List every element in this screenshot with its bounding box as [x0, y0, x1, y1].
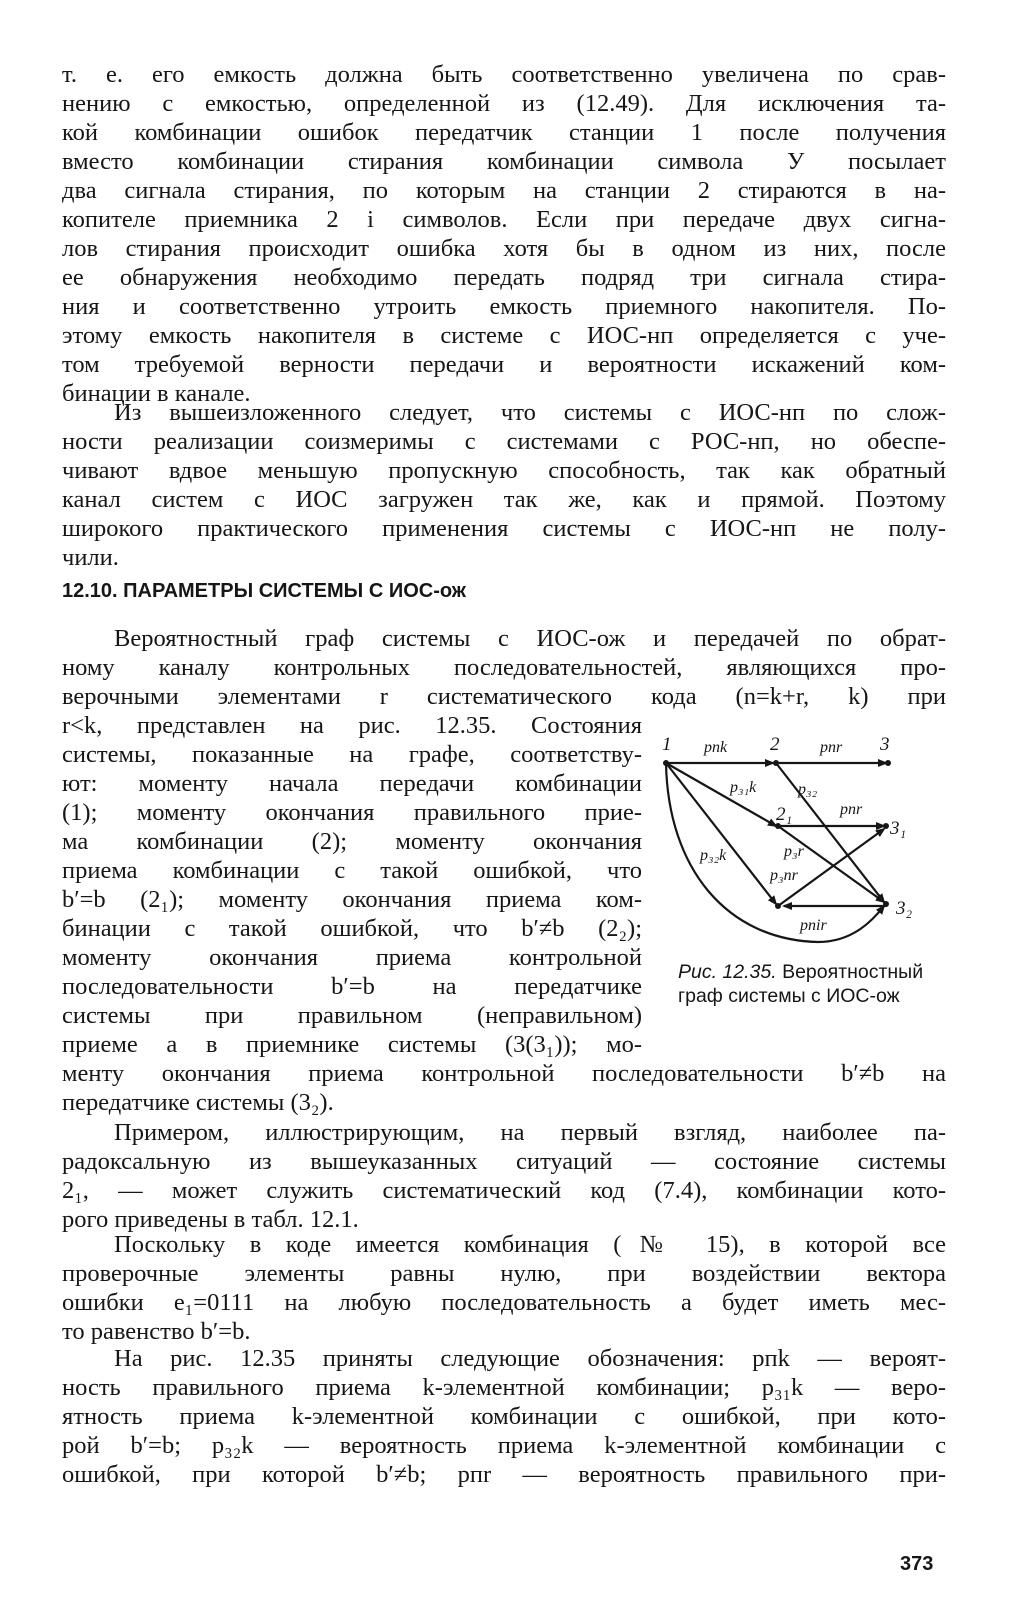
text-line: ятность приема k-элементной комбинации с ошибкой, при кото-: [62, 1403, 946, 1430]
text-line: На рис. 12.35 приняты следующие обозначения: pпk — вероят-: [114, 1345, 946, 1372]
text-line: то равенство b′=b.: [62, 1318, 251, 1345]
text-line: два сигнала стирания, по которым на станции 2 стираются в на-: [62, 177, 946, 204]
text-line: приеме a в приемнике системы (3(3₁)); мо-: [62, 1031, 642, 1058]
probability-graph-svg: [648, 730, 948, 960]
text-line: бинации в канале.: [62, 380, 251, 407]
text-line: ошибкой, при которой b′≠b; pпr — вероятность правильного при-: [62, 1461, 946, 1488]
edge-label-pnr-top: pпr: [820, 739, 843, 756]
text-line: радоксальную из вышеуказанных ситуаций — состояние системы: [62, 1148, 946, 1175]
probability-graph-figure: [648, 730, 948, 960]
caption-label: Рис. 12.35.: [678, 961, 777, 983]
node-label-32: 3₂: [896, 898, 913, 919]
text-line: Вероятностный граф системы с ИОС-ож и передачей по обрат-: [114, 625, 946, 652]
text-line: кой комбинации ошибок передатчик станции 1 после получения: [62, 119, 946, 146]
text-line: Примером, иллюстрирующим, на первый взгляд, наиболее па-: [114, 1119, 946, 1146]
figure-caption: [678, 960, 948, 1008]
text-line: Поскольку в коде имеется комбинация (№ 15), в которой все: [114, 1231, 946, 1258]
text-line: рого приведены в табл. 12.1.: [62, 1206, 359, 1233]
text-line: передатчике системы (3₂).: [62, 1089, 334, 1116]
text-line: моменту окончания приема контрольной: [62, 944, 642, 971]
node-label-1: 1: [662, 734, 672, 755]
node-3: [885, 760, 891, 766]
code-paragraph: [62, 1230, 946, 1346]
graph-intro-tail: [62, 1059, 946, 1117]
edge-label-pnr-mid: pпr: [840, 801, 863, 818]
text-line: ному каналу контрольных последовательностей, являющихся про-: [62, 654, 946, 681]
text-line: ности реализации соизмеримы с системами с РОС-нп, но обеспе-: [62, 428, 946, 455]
text-line: ма комбинации (2); моменту окончания: [62, 828, 642, 855]
edge-label-p31k: p₃₁k: [730, 779, 757, 796]
node-label-31: 3₁: [890, 818, 907, 839]
graph-intro-narrow: [62, 711, 642, 1059]
node-label-2: 2: [770, 734, 780, 755]
text-line: ния и соответственно утроить емкость приемного накопителя. По-: [62, 293, 946, 320]
text-line: Из вышеизложенного следует, что системы с ИОС-нп по слож-: [114, 399, 946, 426]
text-line: r<k, представлен на рис. 12.35. Состояния: [62, 712, 642, 739]
graph-intro-full: [62, 624, 946, 711]
node-2: [773, 760, 779, 766]
text-line: последовательности b′=b на передатчике: [62, 973, 642, 1000]
text-line: ошибки e₁=0111 на любую последовательность a будет иметь мес-: [62, 1289, 946, 1316]
text-line: бинации с такой ошибкой, что b′≠b (2₂);: [62, 915, 642, 942]
text-line: ее обнаружения необходимо передать подряд три сигнала стира-: [62, 264, 946, 291]
node-1: [663, 760, 669, 766]
edge-label-p32: p₃₂: [798, 781, 818, 798]
text-line: т. е. его емкость должна быть соответственно увеличена по срав-: [62, 61, 946, 88]
text-line: том требуемой верности передачи и вероятности искажений ком-: [62, 351, 946, 378]
text-line: канал систем с ИОС загружен так же, как и прямой. Поэтому: [62, 486, 946, 513]
text-line: b′=b (2₁); моменту окончания приема ком-: [62, 886, 642, 913]
conclusion-paragraph: [62, 398, 946, 572]
text-line: менту окончания приема контрольной последовательности b′≠b на: [62, 1060, 946, 1087]
text-line: лов стирания происходит ошибка хотя бы в одном из них, после: [62, 235, 946, 262]
text-line: копителе приемника 2 i символов. Если при передаче двух сигна-: [62, 206, 946, 233]
edge-label-pnir: pпir: [800, 917, 827, 934]
text-line: этому емкость накопителя в системе с ИОС-нп определяется с уче-: [62, 322, 946, 349]
example-paragraph: [62, 1118, 946, 1234]
node-22: [775, 903, 781, 909]
text-line: чивают вдвое меньшую пропускную способность, так как обратный: [62, 457, 946, 484]
page-number: 373: [900, 1553, 934, 1575]
text-line: широкого практического применения системы с ИОС-нп не полу-: [62, 515, 946, 542]
text-line: ют: моменту начала передачи комбинации: [62, 770, 642, 797]
text-line: ность правильного приема k-элементной комбинации; p₃₁k — веро-: [62, 1374, 946, 1401]
node-32: [883, 901, 889, 907]
text-line: 2₁, — может служить систематический код (7.4), комбинации кото-: [62, 1177, 946, 1204]
edge-label-p3r: p₃r: [784, 843, 804, 860]
node-label-21: 2₁: [776, 804, 793, 825]
notation-paragraph: [62, 1344, 946, 1489]
top-paragraph: [62, 60, 946, 408]
edge-label-p32k: p₃₂k: [700, 847, 727, 864]
edge-1-22: [666, 763, 776, 904]
text-line: системы при правильном (неправильном): [62, 1002, 642, 1029]
text-line: (1); моменту окончания правильного прие-: [62, 799, 642, 826]
text-line: рой b′=b; p₃₂k — вероятность приема k-элементной комбинации с: [62, 1432, 946, 1459]
section-heading: 12.10. ПАРАМЕТРЫ СИСТЕМЫ С ИОС-ож: [62, 580, 466, 602]
node-31: [883, 823, 889, 829]
caption-text: Вероятностный граф системы с ИОС-ож: [678, 961, 924, 1007]
text-line: проверочные элементы равны нулю, при воздействии вектора: [62, 1260, 946, 1287]
text-line: приема комбинации с такой ошибкой, что: [62, 857, 642, 884]
text-line: системы, показанные на графе, соответству-: [62, 741, 642, 768]
edge-1-21: [666, 763, 776, 826]
edge-21-32: [778, 826, 884, 902]
node-label-3: 3: [880, 734, 890, 755]
text-line: вместо комбинации стирания комбинации символа У посылает: [62, 148, 946, 175]
edge-label-p3nr: p₃пr: [770, 867, 798, 884]
text-line: чили.: [62, 544, 119, 571]
edge-label-pnk: pпk: [704, 739, 728, 756]
text-line: нению с емкостью, определенной из (12.49). Для исключения та-: [62, 90, 946, 117]
text-line: верочными элементами r систематического кода (n=k+r, k) при: [62, 683, 946, 710]
